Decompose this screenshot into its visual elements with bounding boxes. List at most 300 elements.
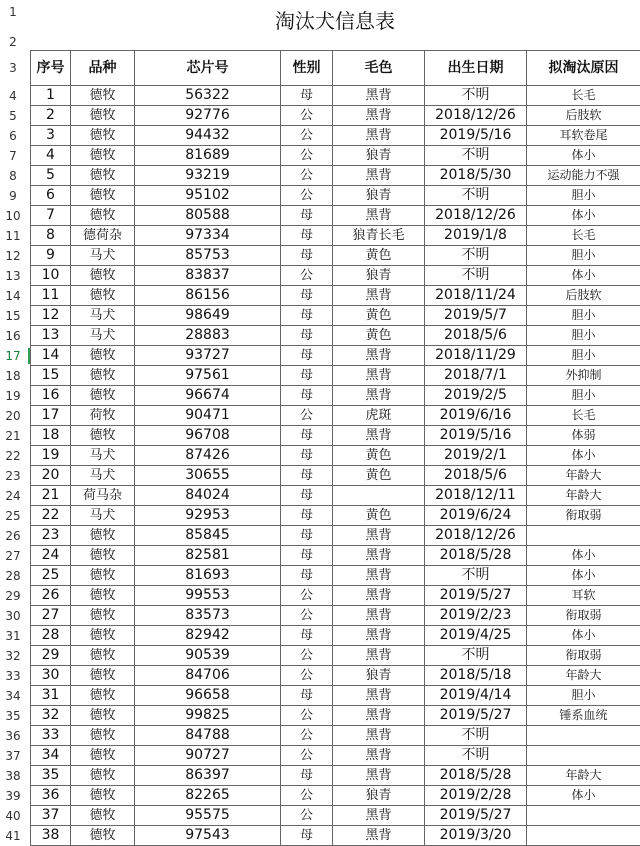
cell-seq[interactable]: 35	[31, 766, 71, 786]
row-number[interactable]: 22	[0, 446, 26, 466]
cell-breed[interactable]: 德牧	[71, 126, 135, 146]
cell-seq[interactable]: 1	[31, 86, 71, 106]
cell-sex[interactable]: 母	[281, 226, 333, 246]
cell-seq[interactable]: 34	[31, 746, 71, 766]
cell-sex[interactable]: 公	[281, 146, 333, 166]
cell-coat[interactable]: 黑背	[333, 646, 425, 666]
cell-dob[interactable]: 不明	[425, 566, 527, 586]
cell-dob[interactable]: 2019/5/16	[425, 126, 527, 146]
cell-sex[interactable]: 公	[281, 606, 333, 626]
cell-seq[interactable]: 12	[31, 306, 71, 326]
cell-seq[interactable]: 23	[31, 526, 71, 546]
cell-sex[interactable]: 母	[281, 826, 333, 846]
cell-breed[interactable]: 德荷杂	[71, 226, 135, 246]
cell-reason[interactable]: 外抑制	[527, 366, 640, 386]
cell-seq[interactable]: 16	[31, 386, 71, 406]
cell-sex[interactable]: 母	[281, 386, 333, 406]
cell-chip[interactable]: 98649	[135, 306, 281, 326]
cell-breed[interactable]: 德牧	[71, 386, 135, 406]
cell-dob[interactable]: 2018/5/28	[425, 546, 527, 566]
cell-reason[interactable]: 体小	[527, 146, 640, 166]
cell-seq[interactable]: 27	[31, 606, 71, 626]
cell-dob[interactable]: 2018/12/26	[425, 206, 527, 226]
row-number[interactable]: 15	[0, 306, 26, 326]
cell-dob[interactable]: 不明	[425, 186, 527, 206]
row-number[interactable]: 39	[0, 786, 26, 806]
cell-coat[interactable]: 黑背	[333, 626, 425, 646]
cell-reason[interactable]	[527, 806, 640, 826]
cell-reason[interactable]: 体弱	[527, 426, 640, 446]
cell-reason[interactable]: 锤系血统	[527, 706, 640, 726]
row-number[interactable]: 7	[0, 146, 26, 166]
cell-sex[interactable]: 公	[281, 786, 333, 806]
cell-seq[interactable]: 17	[31, 406, 71, 426]
cell-dob[interactable]: 2019/5/27	[425, 706, 527, 726]
cell-breed[interactable]: 马犬	[71, 466, 135, 486]
cell-sex[interactable]: 公	[281, 586, 333, 606]
cell-dob[interactable]: 2019/4/14	[425, 686, 527, 706]
cell-chip[interactable]: 30655	[135, 466, 281, 486]
cell-reason[interactable]	[527, 746, 640, 766]
row-number[interactable]: 28	[0, 566, 26, 586]
header-chip[interactable]: 芯片号	[135, 51, 281, 86]
cell-reason[interactable]: 耳软卷尾	[527, 126, 640, 146]
cell-reason[interactable]: 衔取弱	[527, 646, 640, 666]
row-number[interactable]: 8	[0, 166, 26, 186]
cell-chip[interactable]: 97561	[135, 366, 281, 386]
cell-dob[interactable]: 不明	[425, 86, 527, 106]
cell-seq[interactable]: 18	[31, 426, 71, 446]
row-number[interactable]: 27	[0, 546, 26, 566]
cell-chip[interactable]: 99553	[135, 586, 281, 606]
cell-sex[interactable]: 母	[281, 486, 333, 506]
cell-seq[interactable]: 20	[31, 466, 71, 486]
cell-reason[interactable]	[527, 726, 640, 746]
row-number[interactable]: 6	[0, 126, 26, 146]
row-number[interactable]: 37	[0, 746, 26, 766]
cell-reason[interactable]: 胆小	[527, 326, 640, 346]
cell-sex[interactable]: 母	[281, 426, 333, 446]
cell-seq[interactable]: 36	[31, 786, 71, 806]
row-number[interactable]: 12	[0, 246, 26, 266]
row-number[interactable]: 4	[0, 86, 26, 106]
cell-seq[interactable]: 19	[31, 446, 71, 466]
cell-sex[interactable]: 公	[281, 726, 333, 746]
cell-chip[interactable]: 95575	[135, 806, 281, 826]
row-number[interactable]: 20	[0, 406, 26, 426]
cell-reason[interactable]: 运动能力不强	[527, 166, 640, 186]
cell-sex[interactable]: 公	[281, 646, 333, 666]
cell-reason[interactable]: 后肢软	[527, 106, 640, 126]
row-number[interactable]: 11	[0, 226, 26, 246]
cell-breed[interactable]: 德牧	[71, 266, 135, 286]
row-number[interactable]: 21	[0, 426, 26, 446]
cell-breed[interactable]: 德牧	[71, 686, 135, 706]
cell-seq[interactable]: 4	[31, 146, 71, 166]
row-number[interactable]: 41	[0, 826, 26, 846]
cell-breed[interactable]: 德牧	[71, 626, 135, 646]
cell-breed[interactable]: 马犬	[71, 306, 135, 326]
row-number[interactable]: 36	[0, 726, 26, 746]
cell-seq[interactable]: 31	[31, 686, 71, 706]
row-number[interactable]: 9	[0, 186, 26, 206]
cell-chip[interactable]: 86156	[135, 286, 281, 306]
row-number[interactable]: 32	[0, 646, 26, 666]
cell-seq[interactable]: 6	[31, 186, 71, 206]
cell-reason[interactable]: 胆小	[527, 346, 640, 366]
cell-chip[interactable]: 95102	[135, 186, 281, 206]
cell-sex[interactable]: 公	[281, 666, 333, 686]
cell-dob[interactable]: 2019/5/7	[425, 306, 527, 326]
cell-breed[interactable]: 德牧	[71, 366, 135, 386]
cell-chip[interactable]: 85753	[135, 246, 281, 266]
cell-coat[interactable]: 狼青	[333, 266, 425, 286]
cell-breed[interactable]: 德牧	[71, 566, 135, 586]
cell-chip[interactable]: 84024	[135, 486, 281, 506]
cell-chip[interactable]: 99825	[135, 706, 281, 726]
cell-coat[interactable]: 黄色	[333, 306, 425, 326]
row-number[interactable]: 24	[0, 486, 26, 506]
cell-coat[interactable]: 黑背	[333, 86, 425, 106]
cell-seq[interactable]: 3	[31, 126, 71, 146]
cell-dob[interactable]: 2019/5/27	[425, 806, 527, 826]
cell-chip[interactable]: 56322	[135, 86, 281, 106]
cell-dob[interactable]: 2018/11/24	[425, 286, 527, 306]
row-number[interactable]: 33	[0, 666, 26, 686]
cell-seq[interactable]: 7	[31, 206, 71, 226]
cell-chip[interactable]: 86397	[135, 766, 281, 786]
cell-seq[interactable]: 8	[31, 226, 71, 246]
cell-coat[interactable]: 黑背	[333, 606, 425, 626]
cell-chip[interactable]: 85845	[135, 526, 281, 546]
cell-breed[interactable]: 马犬	[71, 506, 135, 526]
cell-breed[interactable]: 马犬	[71, 326, 135, 346]
cell-sex[interactable]: 母	[281, 466, 333, 486]
cell-reason[interactable]: 胆小	[527, 686, 640, 706]
cell-seq[interactable]: 22	[31, 506, 71, 526]
cell-sex[interactable]: 公	[281, 706, 333, 726]
cell-seq[interactable]: 5	[31, 166, 71, 186]
cell-coat[interactable]: 黑背	[333, 546, 425, 566]
cell-sex[interactable]: 母	[281, 326, 333, 346]
cell-dob[interactable]: 2019/2/28	[425, 786, 527, 806]
cell-coat[interactable]: 黑背	[333, 826, 425, 846]
cell-coat[interactable]: 黑背	[333, 366, 425, 386]
cell-dob[interactable]: 2018/5/30	[425, 166, 527, 186]
row-number[interactable]: 30	[0, 606, 26, 626]
cell-coat[interactable]: 黑背	[333, 206, 425, 226]
cell-coat[interactable]: 黑背	[333, 566, 425, 586]
cell-breed[interactable]: 马犬	[71, 246, 135, 266]
cell-dob[interactable]: 2019/6/16	[425, 406, 527, 426]
cell-reason[interactable]: 长毛	[527, 86, 640, 106]
cell-reason[interactable]: 年龄大	[527, 466, 640, 486]
cell-sex[interactable]: 母	[281, 686, 333, 706]
cell-reason[interactable]: 胆小	[527, 386, 640, 406]
cell-dob[interactable]: 2019/6/24	[425, 506, 527, 526]
cell-chip[interactable]: 96658	[135, 686, 281, 706]
cell-seq[interactable]: 21	[31, 486, 71, 506]
cell-dob[interactable]: 2018/12/11	[425, 486, 527, 506]
cell-reason[interactable]: 胆小	[527, 246, 640, 266]
header-sex[interactable]: 性别	[281, 51, 333, 86]
cell-breed[interactable]: 德牧	[71, 206, 135, 226]
cell-dob[interactable]: 2018/12/26	[425, 106, 527, 126]
cell-breed[interactable]: 德牧	[71, 546, 135, 566]
cell-breed[interactable]: 德牧	[71, 826, 135, 846]
cell-chip[interactable]: 83837	[135, 266, 281, 286]
row-number[interactable]: 31	[0, 626, 26, 646]
cell-coat[interactable]: 黑背	[333, 346, 425, 366]
cell-seq[interactable]: 25	[31, 566, 71, 586]
cell-coat[interactable]: 黄色	[333, 446, 425, 466]
row-number[interactable]: 3	[0, 58, 26, 78]
header-birth-date[interactable]: 出生日期	[425, 51, 527, 86]
cell-chip[interactable]: 96674	[135, 386, 281, 406]
cell-coat[interactable]: 狼青	[333, 666, 425, 686]
cell-chip[interactable]: 90471	[135, 406, 281, 426]
cell-chip[interactable]: 82942	[135, 626, 281, 646]
cell-coat[interactable]: 黑背	[333, 386, 425, 406]
cell-coat[interactable]: 黑背	[333, 586, 425, 606]
row-number[interactable]: 17	[0, 346, 26, 366]
cell-breed[interactable]: 德牧	[71, 146, 135, 166]
row-number[interactable]: 16	[0, 326, 26, 346]
cell-breed[interactable]: 德牧	[71, 346, 135, 366]
cell-chip[interactable]: 81693	[135, 566, 281, 586]
cell-breed[interactable]: 德牧	[71, 746, 135, 766]
cell-coat[interactable]: 狼青	[333, 786, 425, 806]
cell-chip[interactable]: 94432	[135, 126, 281, 146]
cell-dob[interactable]: 2019/5/27	[425, 586, 527, 606]
cell-dob[interactable]: 2019/4/25	[425, 626, 527, 646]
cell-chip[interactable]: 80588	[135, 206, 281, 226]
cell-reason[interactable]: 体小	[527, 626, 640, 646]
cell-sex[interactable]: 母	[281, 566, 333, 586]
cell-reason[interactable]: 体小	[527, 446, 640, 466]
cell-seq[interactable]: 29	[31, 646, 71, 666]
header-reason[interactable]: 拟淘汰原因	[527, 51, 640, 86]
cell-dob[interactable]: 不明	[425, 266, 527, 286]
cell-reason[interactable]: 胆小	[527, 306, 640, 326]
cell-coat[interactable]: 黑背	[333, 806, 425, 826]
header-seq[interactable]: 序号	[31, 51, 71, 86]
row-number[interactable]: 26	[0, 526, 26, 546]
cell-sex[interactable]: 公	[281, 406, 333, 426]
cell-coat[interactable]	[333, 486, 425, 506]
cell-coat[interactable]: 黑背	[333, 526, 425, 546]
cell-coat[interactable]: 黑背	[333, 426, 425, 446]
cell-reason[interactable]: 年龄大	[527, 486, 640, 506]
cell-sex[interactable]: 公	[281, 106, 333, 126]
cell-reason[interactable]: 后肢软	[527, 286, 640, 306]
cell-breed[interactable]: 荷马杂	[71, 486, 135, 506]
cell-seq[interactable]: 10	[31, 266, 71, 286]
cell-dob[interactable]: 2018/7/1	[425, 366, 527, 386]
row-number[interactable]: 19	[0, 386, 26, 406]
cell-reason[interactable]: 体小	[527, 266, 640, 286]
cell-sex[interactable]: 公	[281, 166, 333, 186]
cell-sex[interactable]: 母	[281, 446, 333, 466]
cell-coat[interactable]: 黑背	[333, 166, 425, 186]
row-number[interactable]: 5	[0, 106, 26, 126]
cell-breed[interactable]: 德牧	[71, 706, 135, 726]
row-number[interactable]: 40	[0, 806, 26, 826]
row-number[interactable]: 35	[0, 706, 26, 726]
cell-coat[interactable]: 黑背	[333, 286, 425, 306]
row-number[interactable]: 1	[0, 2, 26, 22]
cell-coat[interactable]: 黄色	[333, 506, 425, 526]
cell-dob[interactable]: 不明	[425, 746, 527, 766]
cell-sex[interactable]: 母	[281, 346, 333, 366]
cell-seq[interactable]: 28	[31, 626, 71, 646]
cell-dob[interactable]: 2018/11/29	[425, 346, 527, 366]
cell-dob[interactable]: 2019/3/20	[425, 826, 527, 846]
cell-reason[interactable]: 体小	[527, 566, 640, 586]
cell-breed[interactable]: 德牧	[71, 526, 135, 546]
cell-breed[interactable]: 德牧	[71, 726, 135, 746]
cell-chip[interactable]: 84706	[135, 666, 281, 686]
cell-seq[interactable]: 26	[31, 586, 71, 606]
row-number[interactable]: 10	[0, 206, 26, 226]
cell-sex[interactable]: 母	[281, 286, 333, 306]
cell-seq[interactable]: 33	[31, 726, 71, 746]
cell-seq[interactable]: 30	[31, 666, 71, 686]
header-coat[interactable]: 毛色	[333, 51, 425, 86]
cell-chip[interactable]: 90727	[135, 746, 281, 766]
cell-seq[interactable]: 11	[31, 286, 71, 306]
cell-dob[interactable]: 不明	[425, 726, 527, 746]
cell-breed[interactable]: 荷牧	[71, 406, 135, 426]
cell-breed[interactable]: 德牧	[71, 766, 135, 786]
cell-chip[interactable]: 97543	[135, 826, 281, 846]
cell-seq[interactable]: 24	[31, 546, 71, 566]
cell-coat[interactable]: 狼青	[333, 146, 425, 166]
cell-seq[interactable]: 9	[31, 246, 71, 266]
row-number[interactable]: 23	[0, 466, 26, 486]
cell-sex[interactable]: 公	[281, 126, 333, 146]
cell-dob[interactable]: 不明	[425, 146, 527, 166]
cell-breed[interactable]: 德牧	[71, 186, 135, 206]
cell-coat[interactable]: 黑背	[333, 126, 425, 146]
header-breed[interactable]: 品种	[71, 51, 135, 86]
cell-sex[interactable]: 母	[281, 246, 333, 266]
cell-reason[interactable]: 长毛	[527, 406, 640, 426]
cell-dob[interactable]: 2018/12/26	[425, 526, 527, 546]
cell-coat[interactable]: 狼青长毛	[333, 226, 425, 246]
cell-coat[interactable]: 虎斑	[333, 406, 425, 426]
cell-breed[interactable]: 德牧	[71, 606, 135, 626]
cell-coat[interactable]: 黑背	[333, 766, 425, 786]
cell-chip[interactable]: 96708	[135, 426, 281, 446]
cell-coat[interactable]: 黄色	[333, 326, 425, 346]
cell-sex[interactable]: 母	[281, 626, 333, 646]
cell-coat[interactable]: 黑背	[333, 726, 425, 746]
cell-breed[interactable]: 德牧	[71, 586, 135, 606]
cell-sex[interactable]: 公	[281, 746, 333, 766]
cell-seq[interactable]: 38	[31, 826, 71, 846]
cell-dob[interactable]: 2018/5/28	[425, 766, 527, 786]
cell-reason[interactable]: 体小	[527, 786, 640, 806]
cell-reason[interactable]	[527, 526, 640, 546]
cell-reason[interactable]: 胆小	[527, 186, 640, 206]
cell-sex[interactable]: 母	[281, 366, 333, 386]
cell-reason[interactable]: 衔取弱	[527, 606, 640, 626]
cell-dob[interactable]: 2019/5/16	[425, 426, 527, 446]
cell-dob[interactable]: 2018/5/6	[425, 466, 527, 486]
cell-dob[interactable]: 2018/5/6	[425, 326, 527, 346]
cell-breed[interactable]: 德牧	[71, 286, 135, 306]
cell-reason[interactable]: 长毛	[527, 226, 640, 246]
cell-chip[interactable]: 82265	[135, 786, 281, 806]
sheet-title[interactable]: 淘汰犬信息表	[30, 0, 640, 42]
cell-seq[interactable]: 14	[31, 346, 71, 366]
cell-coat[interactable]: 狼青	[333, 186, 425, 206]
cell-breed[interactable]: 德牧	[71, 646, 135, 666]
cell-seq[interactable]: 37	[31, 806, 71, 826]
row-number[interactable]: 38	[0, 766, 26, 786]
cell-reason[interactable]: 耳软	[527, 586, 640, 606]
cell-chip[interactable]: 90539	[135, 646, 281, 666]
row-number[interactable]: 14	[0, 286, 26, 306]
cell-reason[interactable]: 体小	[527, 546, 640, 566]
cell-breed[interactable]: 德牧	[71, 806, 135, 826]
cell-seq[interactable]: 13	[31, 326, 71, 346]
cell-breed[interactable]: 马犬	[71, 446, 135, 466]
cell-sex[interactable]: 母	[281, 206, 333, 226]
cell-reason[interactable]: 年龄大	[527, 766, 640, 786]
cell-breed[interactable]: 德牧	[71, 86, 135, 106]
cell-chip[interactable]: 93219	[135, 166, 281, 186]
cell-chip[interactable]: 92776	[135, 106, 281, 126]
cell-coat[interactable]: 黑背	[333, 686, 425, 706]
cell-dob[interactable]: 2019/2/1	[425, 446, 527, 466]
cell-dob[interactable]: 不明	[425, 246, 527, 266]
cell-reason[interactable]: 年龄大	[527, 666, 640, 686]
cell-dob[interactable]: 2019/1/8	[425, 226, 527, 246]
cell-coat[interactable]: 黄色	[333, 466, 425, 486]
cell-dob[interactable]: 2019/2/23	[425, 606, 527, 626]
cell-chip[interactable]: 92953	[135, 506, 281, 526]
row-number[interactable]: 13	[0, 266, 26, 286]
cell-coat[interactable]: 黑背	[333, 746, 425, 766]
cell-chip[interactable]: 84788	[135, 726, 281, 746]
cell-sex[interactable]: 母	[281, 546, 333, 566]
cell-chip[interactable]: 83573	[135, 606, 281, 626]
cell-sex[interactable]: 公	[281, 806, 333, 826]
cell-sex[interactable]: 母	[281, 506, 333, 526]
cell-coat[interactable]: 黑背	[333, 106, 425, 126]
cell-chip[interactable]: 82581	[135, 546, 281, 566]
cell-dob[interactable]: 2018/5/18	[425, 666, 527, 686]
cell-sex[interactable]: 母	[281, 526, 333, 546]
cell-chip[interactable]: 97334	[135, 226, 281, 246]
cell-seq[interactable]: 2	[31, 106, 71, 126]
cell-coat[interactable]: 黄色	[333, 246, 425, 266]
cell-seq[interactable]: 15	[31, 366, 71, 386]
cell-breed[interactable]: 德牧	[71, 106, 135, 126]
cell-chip[interactable]: 87426	[135, 446, 281, 466]
cell-breed[interactable]: 德牧	[71, 666, 135, 686]
row-number[interactable]: 18	[0, 366, 26, 386]
cell-chip[interactable]: 93727	[135, 346, 281, 366]
cell-reason[interactable]: 衔取弱	[527, 506, 640, 526]
cell-sex[interactable]: 公	[281, 186, 333, 206]
cell-dob[interactable]: 2019/2/5	[425, 386, 527, 406]
cell-sex[interactable]: 母	[281, 306, 333, 326]
cell-dob[interactable]: 不明	[425, 646, 527, 666]
row-number[interactable]: 34	[0, 686, 26, 706]
